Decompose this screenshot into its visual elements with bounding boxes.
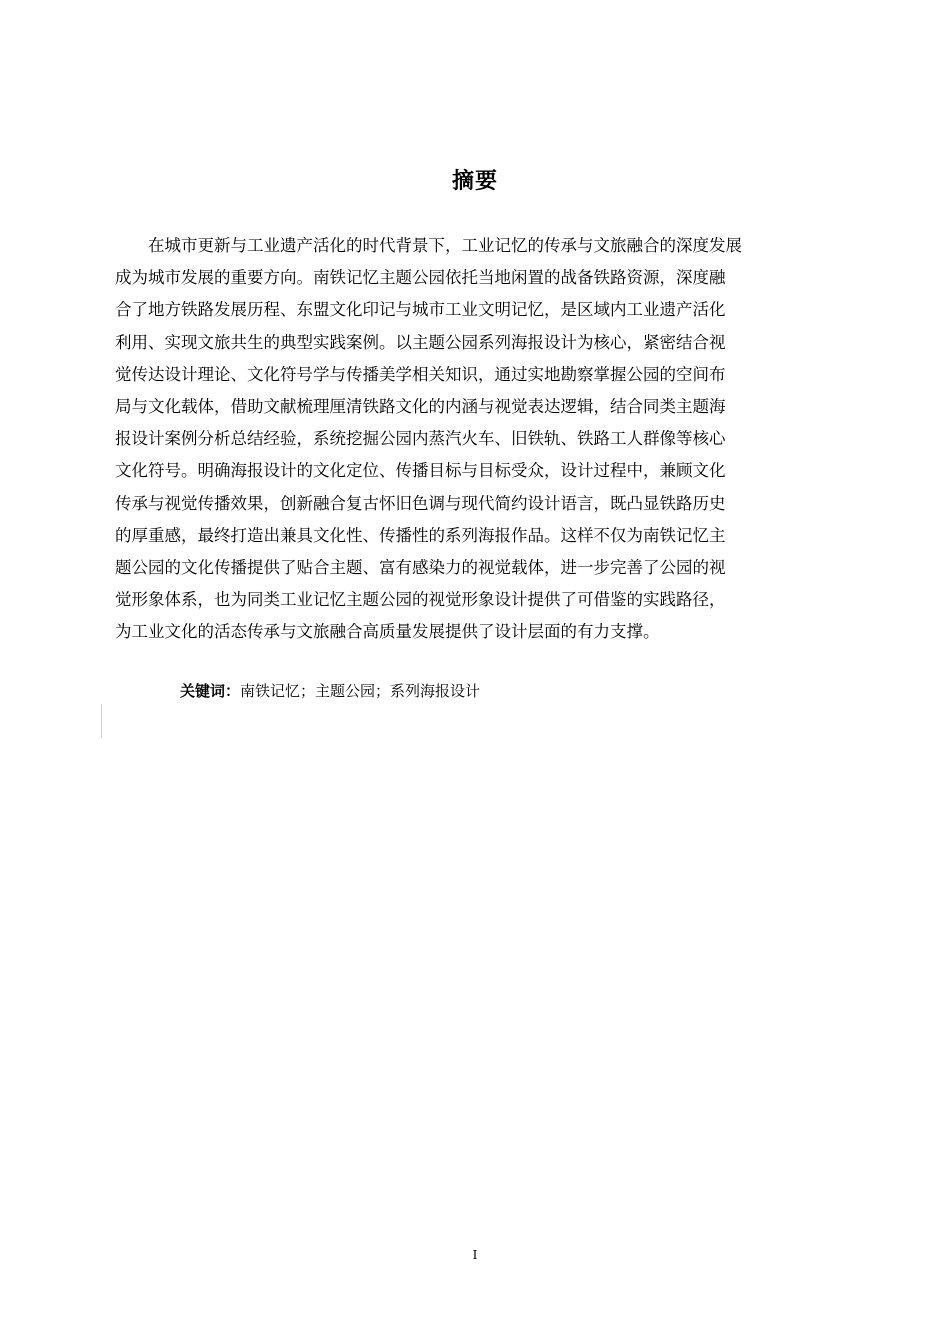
page-number: I [472,1248,478,1262]
keywords-label: 关键词： [180,682,241,700]
abstract-line: 成为城市发展的重要方向。南铁记忆主题公园依托当地闲置的战备铁路资源，深度融 [115,268,726,288]
abstract-line: 局与文化载体，借助文献梳理厘清铁路文化的内涵与视觉表达逻辑，结合同类主题海 [115,397,726,417]
keywords [180,677,480,705]
abstract-line: 题公园的文化传播提供了贴合主题、富有感染力的视觉载体，进一步完善了公园的视 [115,558,726,578]
abstract-body [115,230,837,649]
abstract-line: 觉传达设计理论、文化符号学与传播美学相关知识，通过实地勘察掌握公园的空间布 [115,364,726,384]
abstract-line: 为工业文化的活态传承与文旅融合高质量发展提供了设计层面的有力支撑。 [115,622,660,642]
page-title: 摘要 [451,169,498,194]
abstract-line: 利用、实现文旅共生的典型实践案例。以主题公园系列海报设计为核心，紧密结合视 [115,332,726,352]
abstract-line: 在城市更新与工业遗产活化的时代背景下，工业记忆的传承与文旅融合的深度发展 [148,236,742,255]
abstract-line: 传承与视觉传播效果，创新融合复古怀旧色调与现代简约设计语言，既凸显铁路历史 [115,493,726,513]
abstract-line: 报设计案例分析总结经验，系统挖掘公园内蒸汽火车、旧铁轨、铁路工人群像等核心 [115,429,726,449]
abstract-line: 的厚重感，最终打造出兼具文化性、传播性的系列海报作品。这样不仅为南铁记忆主 [115,525,726,545]
abstract-line: 觉形象体系，也为同类工业记忆主题公园的视觉形象设计提供了可借鉴的实践路径， [115,590,726,610]
keywords-value: 南铁记忆；主题公园；系列海报设计 [240,682,481,700]
abstract-line: 文化符号。明确海报设计的文化定位、传播目标与目标受众，设计过程中，兼顾文化 [115,461,726,481]
margin-rule [101,704,102,738]
abstract-line: 合了地方铁路发展历程、东盟文化印记与城市工业文明记忆，是区域内工业遗产活化 [115,300,726,320]
